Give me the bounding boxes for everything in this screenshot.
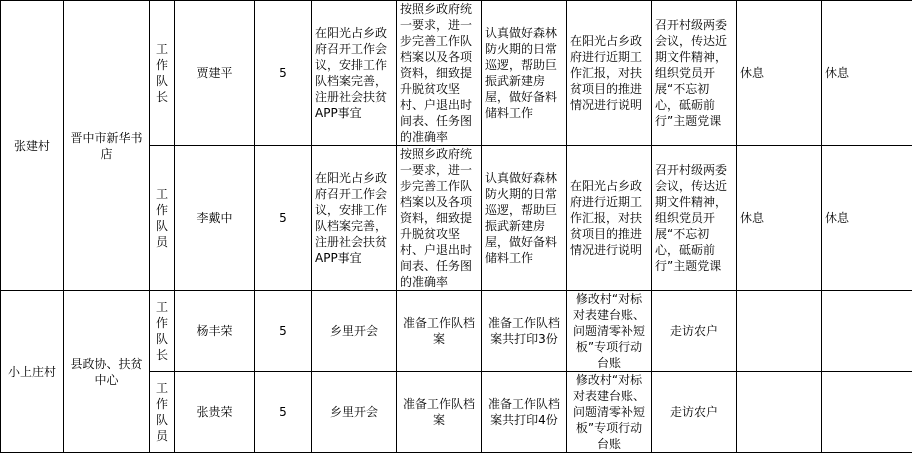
day5-cell[interactable]: 走访农户 [652,291,737,372]
village-cell[interactable]: 小上庄村 [1,291,64,453]
role-cell[interactable]: 工作队长 [150,1,175,146]
day5-cell[interactable]: 召开村级两委会议，传达近期文件精神，组织党员开展“不忘初心，砥砺前行”主题党课 [652,146,737,291]
day4-cell[interactable]: 在阳光占乡政府进行近期工作汇报，对扶贫项目的推进情况进行说明 [567,1,652,146]
day7-cell[interactable]: 休息 [822,146,912,291]
day3-cell[interactable]: 准备工作队档案共打印3份 [482,291,567,372]
day7-cell[interactable] [822,291,912,372]
name-cell[interactable]: 李戴中 [175,146,255,291]
name-cell[interactable]: 杨丰荣 [175,291,255,372]
day7-cell[interactable]: 休息 [822,1,912,146]
day6-cell[interactable]: 休息 [737,146,822,291]
day6-cell[interactable]: 休息 [737,1,822,146]
day5-cell[interactable]: 走访农户 [652,372,737,453]
village-cell[interactable]: 张建村 [1,1,64,291]
days-cell[interactable]: 5 [255,146,312,291]
day1-cell[interactable]: 乡里开会 [312,372,397,453]
day2-cell[interactable]: 准备工作队档案 [397,291,482,372]
day3-cell[interactable]: 认真做好森林防火期的日常巡逻，帮助巨振武新建房屋，做好备料储料工作 [482,146,567,291]
day7-cell[interactable] [822,372,912,453]
table-row [1,1,912,146]
day2-cell[interactable]: 按照乡政府统一要求，进一步完善工作队档案以及各项资料，细致提升脱贫攻坚村、户退出时间表、任务图的准确率 [397,146,482,291]
role-cell[interactable]: 工作队长 [150,291,175,372]
days-cell[interactable]: 5 [255,291,312,372]
day3-cell[interactable]: 认真做好森林防火期的日常巡逻，帮助巨振武新建房屋，做好备料储料工作 [482,1,567,146]
day1-cell[interactable]: 在阳光占乡政府召开工作会议，安排工作队档案完善，注册社会扶贫APP事宜 [312,1,397,146]
day4-cell[interactable]: 在阳光占乡政府进行近期工作汇报，对扶贫项目的推进情况进行说明 [567,146,652,291]
day5-cell[interactable]: 召开村级两委会议，传达近期文件精神，组织党员开展“不忘初心，砥砺前行”主题党课 [652,1,737,146]
day1-cell[interactable]: 在阳光占乡政府召开工作会议，安排工作队档案完善，注册社会扶贫APP事宜 [312,146,397,291]
role-cell[interactable]: 工作队员 [150,372,175,453]
day4-cell[interactable]: 修改村“对标对表建台账、问题清零补短板”专项行动台账 [567,291,652,372]
name-cell[interactable]: 贾建平 [175,1,255,146]
day2-cell[interactable]: 准备工作队档案 [397,372,482,453]
days-cell[interactable]: 5 [255,372,312,453]
day3-cell[interactable]: 准备工作队档案共打印4份 [482,372,567,453]
days-cell[interactable]: 5 [255,1,312,146]
day4-cell[interactable]: 修改村“对标对表建台账、问题清零补短板”专项行动台账 [567,372,652,453]
name-cell[interactable]: 张贵荣 [175,372,255,453]
role-cell[interactable]: 工作队员 [150,146,175,291]
day6-cell[interactable] [737,291,822,372]
day6-cell[interactable] [737,372,822,453]
unit-cell[interactable]: 县政协、扶贫中心 [64,291,150,453]
day2-cell[interactable]: 按照乡政府统一要求，进一步完善工作队档案以及各项资料，细致提升脱贫攻坚村、户退出时间表、任务图的准确率 [397,1,482,146]
table-row [1,291,912,372]
unit-cell[interactable]: 晋中市新华书店 [64,1,150,291]
day1-cell[interactable]: 乡里开会 [312,291,397,372]
